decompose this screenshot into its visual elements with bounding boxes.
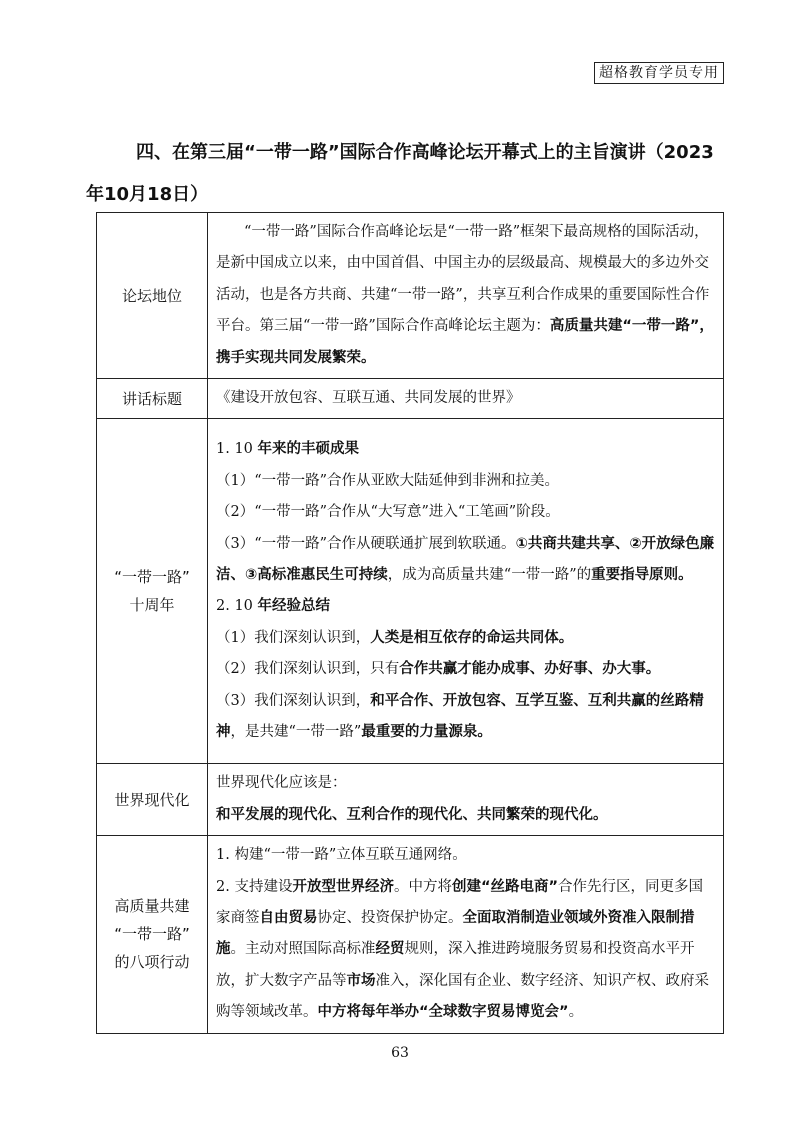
table-row-actions bbox=[97, 836, 724, 1033]
action-2 bbox=[216, 872, 715, 1029]
decade-item-1: （1）“一带一路”合作从亚欧大陆延伸到非洲和拉美。 bbox=[216, 472, 560, 489]
member-only-badge: 超格教育学员专用 bbox=[594, 62, 724, 84]
silk-road-spirit: 和平合作、开放包容、互学互鉴、互利共赢的丝路精神 bbox=[216, 692, 704, 741]
table-row-decade bbox=[97, 419, 724, 764]
experience-2: （2）我们深刻认识到，只有 bbox=[216, 661, 400, 678]
action-2-text-m: 准入，深化国有企业、数字经济、知识产权、政府采购等领域改革。 bbox=[216, 972, 709, 1021]
modern-definition: 和平发展的现代化、互利合作的现代化、共同繁荣的现代化。 bbox=[216, 806, 608, 823]
row-content-modern bbox=[208, 764, 724, 836]
row-label-decade-line2: 十周年 bbox=[129, 596, 175, 615]
row-label-actions-line3: 的八项行动 bbox=[114, 953, 190, 972]
decade-item-2: （2）“一带一路”合作从“大写意”进入“工笔画”阶段。 bbox=[216, 504, 560, 521]
row-label-decade bbox=[97, 419, 208, 764]
decade-principles: ①共商共建共享、②开放绿色廉洁、③高标准惠民生可持续 bbox=[216, 535, 715, 584]
table-row-forum bbox=[97, 213, 724, 379]
row-content-decade bbox=[208, 419, 724, 764]
speech-title: 《建设开放包容、互联互通、共同发展的世界》 bbox=[208, 379, 724, 419]
row-label-modern: 世界现代化 bbox=[97, 764, 208, 836]
experience-1-key: 人类是相互依存的命运共同体。 bbox=[370, 629, 574, 646]
action-2-text-i: 。主动对照国际高标准 bbox=[230, 941, 376, 958]
decade-heading-1-number: 1. 10 bbox=[216, 441, 253, 458]
experience-2-key: 合作共赢才能办成事、办好事、办大事。 bbox=[399, 661, 661, 678]
decade-principles-tail: 重要指导原则。 bbox=[591, 567, 693, 584]
row-label-actions-line1: 高质量共建 bbox=[114, 897, 190, 916]
decade-heading-2: 年经验总结 bbox=[257, 598, 331, 615]
silk-road-ecommerce: 创建“丝路电商” bbox=[451, 878, 559, 895]
action-1: 1. 构建“一带一路”立体互联互通网络。 bbox=[216, 847, 467, 864]
decade-heading-1: 年来的丰硕成果 bbox=[257, 441, 360, 458]
decade-heading-2-number: 2. 10 bbox=[216, 598, 253, 615]
trade-rules: 经贸 bbox=[375, 941, 405, 958]
forum-description: “一带一路”国际合作高峰论坛是“一带一路”框架下最高规格的国际活动，是新中国成立以来，由中国首倡、中国主办的层级最高、规模最大的多边外交活动，也是各方共商、共建“一带一路”，共享互利合作成果的重要国际性合作平台。第三届“一带一路”国际合作高峰论坛主题为： bbox=[216, 224, 710, 335]
experience-3: （3）我们深刻认识到， bbox=[216, 692, 371, 709]
modern-intro: 世界现代化应该是： bbox=[216, 775, 347, 792]
decade-item-3: （3）“一带一路”合作从硬联通扩展到软联通。 bbox=[216, 535, 516, 552]
row-label-actions-line2: “一带一路” bbox=[114, 925, 190, 944]
free-trade: 自由贸易 bbox=[259, 910, 318, 927]
experience-3-key: 最重要的力量源泉。 bbox=[361, 724, 492, 741]
action-2-text-a: 2. 支持建设 bbox=[216, 878, 293, 895]
foreign-investment-measure: 全面取消制造业领域外资准入限制措施 bbox=[216, 910, 695, 958]
digital-trade-expo: 中方将每年举办“全球数字贸易博览会” bbox=[317, 1004, 569, 1021]
row-label-decade-line1: “一带一路” bbox=[114, 568, 190, 587]
action-2-text-c: 。中方将 bbox=[393, 878, 452, 895]
decade-item-3-mid: ，成为高质量共建“一带一路”的 bbox=[387, 567, 592, 584]
row-label-speech: 讲话标题 bbox=[97, 379, 208, 419]
table-row-modern bbox=[97, 764, 724, 836]
page-number: 63 bbox=[391, 1045, 409, 1061]
action-2-text-g: 协定、投资保护协定。 bbox=[317, 910, 463, 927]
table-row-speech bbox=[97, 379, 724, 419]
action-2-text-e: 合作先行区，同更多国家商签 bbox=[216, 878, 704, 927]
forum-theme: 高质量共建“一带一路”，携手实现共同发展繁荣。 bbox=[216, 318, 714, 366]
summary-table bbox=[96, 212, 724, 1034]
experience-3-mid: ，是共建“一带一路” bbox=[230, 724, 362, 741]
row-content-actions bbox=[208, 836, 724, 1033]
experience-1: （1）我们深刻认识到， bbox=[216, 629, 371, 646]
open-economy: 开放型世界经济 bbox=[292, 878, 394, 895]
row-label-actions bbox=[97, 836, 208, 1033]
market-access: 市场 bbox=[346, 972, 376, 989]
action-2-text-k: 规则，深入推进跨境服务贸易和投资高水平开放，扩大数字产品等 bbox=[216, 941, 695, 989]
row-label-forum: 论坛地位 bbox=[97, 213, 208, 379]
action-2-text-o: 。 bbox=[568, 1004, 584, 1021]
section-title: 四、在第三届“一带一路”国际合作高峰论坛开幕式上的主旨演讲（2023年10月18日） bbox=[86, 142, 714, 205]
row-content-forum bbox=[208, 213, 724, 379]
